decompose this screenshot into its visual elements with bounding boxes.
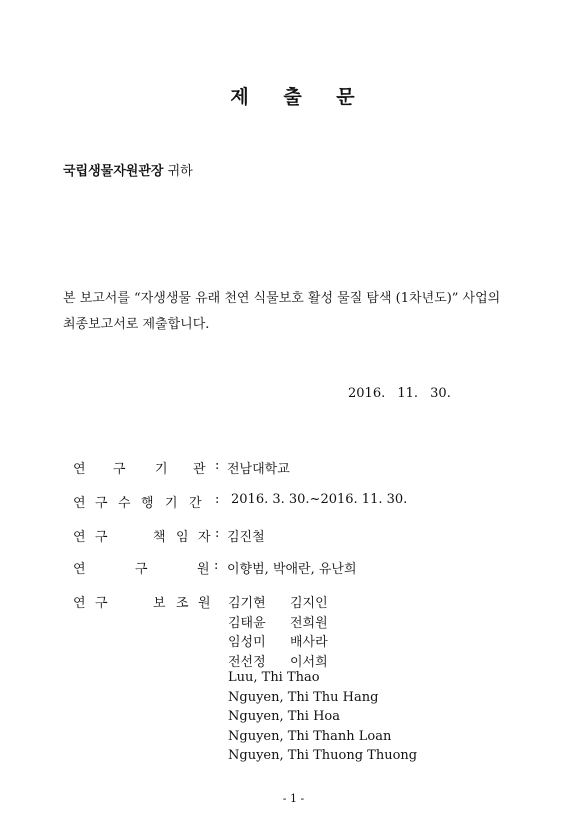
label-char: 보 (153, 596, 166, 611)
label-char: 책 (153, 530, 166, 545)
title-char: 출 (283, 86, 304, 108)
list-item (228, 612, 417, 632)
label-char: 원 (197, 562, 210, 577)
list-item (228, 651, 417, 671)
pi-value: 김진철 (227, 530, 265, 545)
label-char: 자 (198, 530, 211, 545)
submission-date: 2016. 11. 30. (348, 386, 451, 401)
assistants-list (228, 592, 417, 768)
recipient-line (63, 160, 193, 179)
assistant-name: 전선정 (228, 654, 266, 670)
label-char: 간 (189, 496, 202, 511)
label-char: 기 (165, 496, 178, 511)
title-char: 문 (336, 86, 357, 108)
label-char: 임 (176, 530, 189, 545)
list-item: Nguyen, Thi Thu Hang (228, 689, 379, 705)
researchers-value: 이향범, 박애란, 유난희 (227, 562, 357, 577)
label-char: 구 (135, 562, 148, 577)
list-item (228, 592, 417, 612)
label-char: 구 (95, 596, 108, 611)
label-char: 조 (176, 596, 189, 611)
assistant-name: 이서희 (290, 654, 328, 670)
institution-value: 전남대학교 (227, 462, 290, 477)
recipient-org: 국립생물자원관장 (63, 164, 164, 179)
label-char: 구 (113, 462, 126, 477)
label-char: : (215, 458, 220, 473)
label-char: 연 (73, 562, 86, 577)
label-char: 수 (118, 496, 131, 511)
label-char: 관 (193, 462, 206, 477)
label-char: 원 (198, 596, 211, 611)
assistant-name: 김지인 (290, 596, 328, 611)
label-char: : (214, 558, 219, 573)
list-item: Nguyen, Thi Thanh Loan (228, 728, 392, 744)
assistant-name: 임성미 (228, 635, 266, 650)
label-char: 행 (141, 496, 154, 511)
label-char: 기 (155, 462, 168, 477)
label-char: 구 (95, 530, 108, 545)
list-item: Nguyen, Thi Thuong Thuong (228, 748, 418, 763)
label-char: : (215, 492, 220, 507)
submission-text: 본 보고서를 “자생생물 유래 천연 식물보호 활성 물질 탐색 (1차년도)” 사업의 최종보고서로 제출합니다. (63, 291, 501, 332)
page-title (0, 82, 587, 109)
list-item: Luu, Thi Thao (228, 670, 320, 685)
assistant-name: 배사라 (290, 635, 328, 650)
list-item: Nguyen, Thi Hoa (228, 709, 340, 724)
label-char: 연 (73, 596, 86, 611)
assistant-name: 전희원 (290, 615, 328, 631)
page-number: - 1 - (282, 792, 305, 805)
label-char: : (215, 526, 220, 541)
list-item (228, 631, 417, 651)
recipient-suffix: 귀하 (167, 164, 193, 179)
label-char: 구 (95, 496, 108, 511)
title-char: 제 (230, 86, 251, 108)
label-char: 연 (73, 496, 86, 511)
label-char: 연 (73, 462, 86, 477)
assistant-name: 김기현 (228, 596, 266, 611)
label-char: 연 (73, 530, 86, 545)
period-value: 2016. 3. 30.~2016. 11. 30. (231, 492, 408, 507)
assistant-name: 김태윤 (228, 615, 266, 631)
